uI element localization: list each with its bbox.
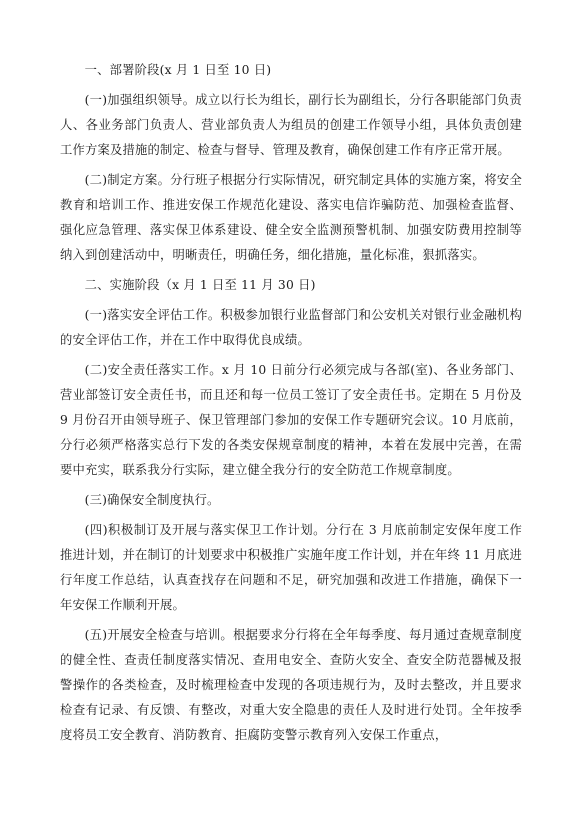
section-heading-implementation: 二、实施阶段（x 月 1 日至 11 月 30 日) [84, 278, 316, 292]
section-heading-deployment: 一、部署阶段(x 月 1 日至 10 日) [84, 63, 272, 77]
paragraph-organization-leadership: (一)加强组织领导。成立以行长为组长，副行长为副组长，分行各职能部门负责人、各业务部门负责人、营业部负责人为组员的创建工作领导小组，具体负责创建工作方案及措施的制定、检查与督导、管理及教育，确保创建工作有序正常开展。 [60, 93, 522, 157]
paragraph-system-execution: (三)确保安全制度执行。 [84, 493, 220, 507]
paragraph-work-plan: (四)积极制订及开展与落实保卫工作计划。分行在 3 月底前制定安保年度工作推进计划，并在制订的计划要求中积极推广实施年度工作计划，并在年终 11 月底进行年度工作总结，认真查找存在问题和不足，研究加强和改进工作措施，确保下一年安保工作顺利开展。 [60, 523, 522, 612]
paragraph-responsibility: (二)安全责任落实工作。x 月 10 日前分行必须完成与各部(室)、各业务部门、营业部签订安全责任书，而且还和每一位员工签订了安全责任书。定期在 5 月份及 9 月份召开由领导班子、保卫管理部门参加的安保工作专题研究会议。10 月底前，分行必须严格落实总行下发的各类安保规章制度的精神，本着在发展中完善，在需要中充实，联系我分行实际，建立健全我分行的安全防范工作规章制度。 [60, 363, 522, 477]
paragraph-formulate-plan: (二)制定方案。分行班子根据分行实际情况，研究制定具体的实施方案，将安全教育和培训工作、推进安保工作规范化建设、落实电信诈骗防范、加强检查监督、强化应急管理、落实保卫体系建设、健全安全监测预警机制、加强安防费用控制等纳入到创建活动中，明晰责任，明确任务，细化措施，量化标准，狠抓落实。 [60, 173, 522, 262]
document-body [60, 58, 522, 753]
paragraph-inspection-training: (五)开展安全检查与培训。根据要求分行将在全年每季度、每月通过查规章制度的健全性、查责任制度落实情况、查用电安全、查防火安全、查安全防范器械及报警操作的各类检查，及时梳理检查中发现的各项违规行为，及时去整改，并且要求检查有记录、有反馈、有整改，对重大安全隐患的责任人及时进行处罚。全年按季度将员工安全教育、消防教育、拒腐防变警示教育列入安保工作重点， [60, 628, 522, 742]
paragraph-safety-assessment: (一)落实安全评估工作。积极参加银行业监督部门和公安机关对银行业金融机构的安全评估工作，并在工作中取得优良成绩。 [60, 308, 522, 347]
